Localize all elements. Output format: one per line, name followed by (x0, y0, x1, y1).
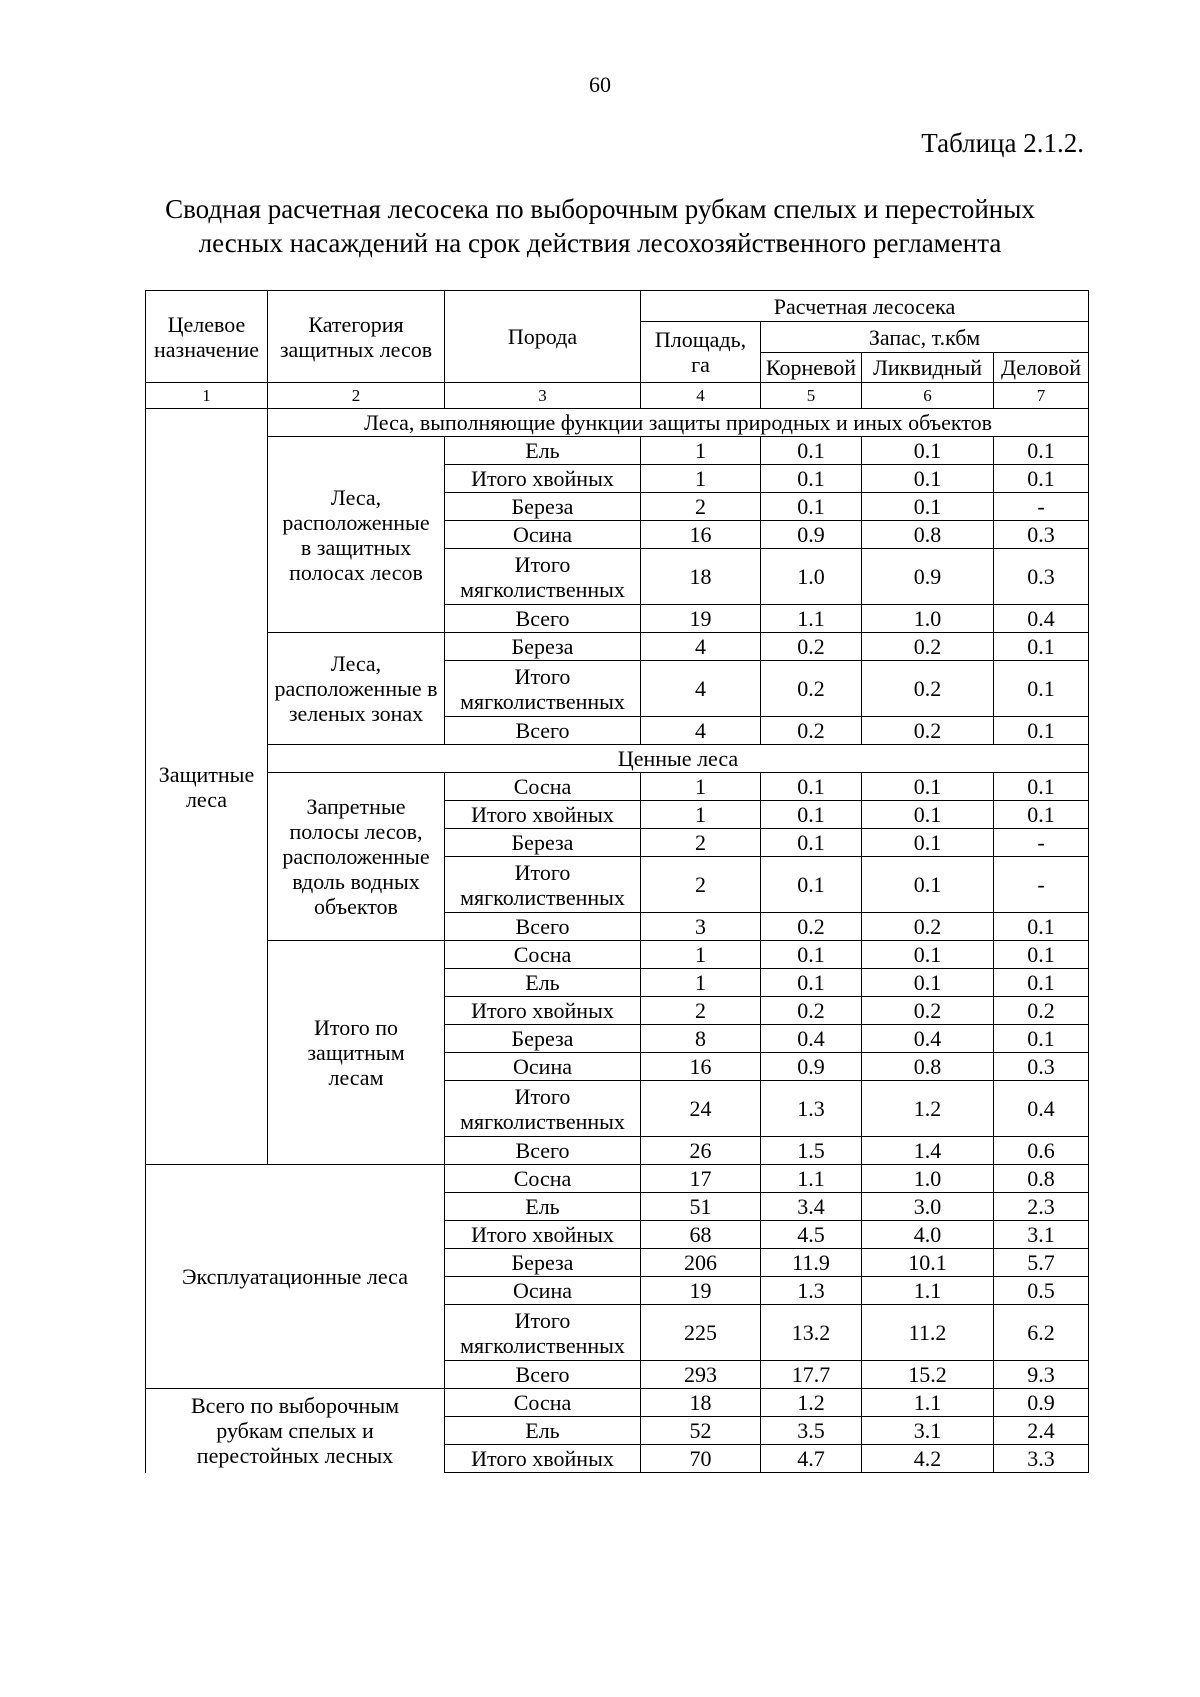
root-cell: 0.1 (761, 801, 862, 829)
species-cell (445, 605, 641, 633)
title-line: Сводная расчетная лесосека по выборочным рубкам спелых и перестойных (165, 194, 1035, 224)
species-cell (445, 1445, 641, 1473)
species-cell (445, 437, 641, 465)
species-cell (445, 661, 641, 717)
root-cell: 3.5 (761, 1417, 862, 1445)
header-species: Порода (445, 291, 641, 383)
business-cell: 0.1 (994, 913, 1089, 941)
column-number: 1 (146, 383, 268, 409)
header-liquid: Ликвидный (862, 353, 994, 383)
liquid-cell: 0.2 (862, 997, 994, 1025)
business-cell: 0.1 (994, 661, 1089, 717)
species-text-line: мягколиственных (460, 576, 625, 602)
area-cell: 24 (641, 1081, 761, 1137)
species-text-line: Итого хвойных (471, 1446, 614, 1471)
header-text-line: Категория (308, 311, 404, 337)
business-cell: 0.1 (994, 717, 1089, 745)
species-text-line: Сосна (513, 942, 572, 967)
species-cell (445, 1165, 641, 1193)
area-cell: 1 (641, 437, 761, 465)
liquid-cell: 11.2 (862, 1305, 994, 1361)
header-text-line: назначение (153, 336, 260, 362)
root-cell: 0.9 (761, 521, 862, 549)
root-cell: 1.3 (761, 1277, 862, 1305)
species-cell (445, 549, 641, 605)
root-cell: 0.1 (761, 773, 862, 801)
table-label: Таблица 2.1.2. (921, 128, 1084, 158)
species-cell (445, 913, 641, 941)
group-heading-row (146, 409, 1089, 437)
species-text-line: Ель (525, 1194, 560, 1219)
liquid-cell: 3.1 (862, 1417, 994, 1445)
category-text-line: зеленых зонах (288, 701, 424, 726)
business-cell: 0.3 (994, 1053, 1089, 1081)
species-text-line: Сосна (513, 1390, 572, 1415)
table-row (146, 1389, 1089, 1417)
liquid-cell: 0.8 (862, 1053, 994, 1081)
category-text-line: Леса, (330, 651, 382, 676)
business-cell: 0.1 (994, 633, 1089, 661)
liquid-cell: 3.0 (862, 1193, 994, 1221)
species-cell (445, 801, 641, 829)
business-cell: 0.8 (994, 1165, 1089, 1193)
species-cell (445, 493, 641, 521)
root-cell: 0.9 (761, 1053, 862, 1081)
species-cell (445, 1081, 641, 1137)
category-text-line: расположенные (282, 509, 430, 535)
liquid-cell: 0.2 (862, 633, 994, 661)
liquid-cell: 0.1 (862, 969, 994, 997)
species-cell (445, 465, 641, 493)
species-text-line: Береза (511, 494, 574, 519)
root-cell: 0.1 (761, 493, 862, 521)
category-text-line: полосах лесов (289, 559, 423, 585)
species-text-line: Итого хвойных (471, 998, 614, 1023)
header-business: Деловой (994, 353, 1089, 383)
root-cell: 11.9 (761, 1249, 862, 1277)
area-cell: 225 (641, 1305, 761, 1361)
category-cell (268, 941, 445, 1165)
group-heading-row (146, 745, 1089, 773)
liquid-cell: 0.1 (862, 801, 994, 829)
area-cell: 26 (641, 1137, 761, 1165)
species-cell (445, 1277, 641, 1305)
header-root: Корневой (761, 353, 862, 383)
area-cell: 1 (641, 941, 761, 969)
species-cell (445, 941, 641, 969)
area-cell: 19 (641, 1277, 761, 1305)
species-text-line: Всего (515, 1362, 570, 1387)
business-cell: 0.1 (994, 969, 1089, 997)
root-cell: 1.1 (761, 605, 862, 633)
root-cell: 0.1 (761, 969, 862, 997)
liquid-cell: 0.1 (862, 773, 994, 801)
root-cell: 4.5 (761, 1221, 862, 1249)
species-cell (445, 829, 641, 857)
business-cell: 0.1 (994, 437, 1089, 465)
header-text-line: га (691, 352, 710, 377)
species-text-line: Всего (515, 718, 570, 743)
liquid-cell: 0.2 (862, 661, 994, 717)
business-cell: 3.3 (994, 1445, 1089, 1473)
species-text-line: Сосна (513, 774, 572, 799)
category-text-line: объектов (314, 894, 398, 919)
table-body (146, 409, 1089, 1473)
species-text-line: Береза (511, 830, 574, 855)
business-cell: 0.4 (994, 1081, 1089, 1137)
species-text-line: Итого (514, 1083, 571, 1109)
species-text-line: Ель (525, 1418, 560, 1443)
category-text-line: в защитных (300, 534, 412, 560)
business-cell: 5.7 (994, 1249, 1089, 1277)
liquid-cell: 4.2 (862, 1445, 994, 1473)
area-cell: 1 (641, 969, 761, 997)
area-cell: 3 (641, 913, 761, 941)
business-cell: 0.1 (994, 465, 1089, 493)
liquid-cell: 1.1 (862, 1277, 994, 1305)
header-text-line: Площадь, (654, 327, 747, 352)
species-text-line: Итого хвойных (471, 1222, 614, 1247)
category-text-line: Леса, (330, 484, 382, 510)
business-cell: 0.5 (994, 1277, 1089, 1305)
header-area (641, 322, 761, 383)
root-cell: 17.7 (761, 1361, 862, 1389)
species-cell (445, 773, 641, 801)
area-cell: 70 (641, 1445, 761, 1473)
table-row (146, 941, 1089, 969)
business-cell: 0.1 (994, 801, 1089, 829)
liquid-cell: 0.8 (862, 521, 994, 549)
species-cell (445, 1193, 641, 1221)
header-text-line: защитных лесов (279, 336, 433, 362)
table-row (146, 1165, 1089, 1193)
header-purpose (146, 291, 268, 383)
species-text-line: Итого хвойных (471, 802, 614, 827)
business-cell: 0.1 (994, 773, 1089, 801)
liquid-cell: 0.1 (862, 465, 994, 493)
area-cell: 16 (641, 1053, 761, 1081)
root-cell: 1.1 (761, 1165, 862, 1193)
root-cell: 0.2 (761, 661, 862, 717)
liquid-cell: 0.2 (862, 717, 994, 745)
species-text-line: мягколиственных (460, 1332, 625, 1358)
area-cell: 4 (641, 717, 761, 745)
category-text-line: Запретные (306, 794, 406, 819)
species-cell (445, 1389, 641, 1417)
species-text-line: Всего (515, 606, 570, 631)
root-cell: 0.1 (761, 941, 862, 969)
section-label-line: перестойных лесных (196, 1443, 394, 1469)
column-number: 3 (445, 383, 641, 409)
liquid-cell: 0.1 (862, 829, 994, 857)
liquid-cell: 10.1 (862, 1249, 994, 1277)
header-stock: Запас, т.кбм (761, 322, 1089, 353)
area-cell: 4 (641, 633, 761, 661)
root-cell: 0.2 (761, 633, 862, 661)
liquid-cell: 1.1 (862, 1389, 994, 1417)
species-text-line: Всего (515, 914, 570, 939)
area-cell: 206 (641, 1249, 761, 1277)
header-category (268, 291, 445, 383)
area-cell: 2 (641, 857, 761, 913)
species-text-line: мягколиственных (460, 688, 625, 714)
category-cell (268, 633, 445, 745)
species-cell (445, 1053, 641, 1081)
business-cell: 2.4 (994, 1417, 1089, 1445)
table-row (146, 437, 1089, 465)
area-cell: 52 (641, 1417, 761, 1445)
species-text-line: Итого (514, 551, 571, 577)
species-cell (445, 1221, 641, 1249)
header-text-line: Целевое (167, 311, 246, 337)
header-allowable-cut: Расчетная лесосека (641, 291, 1089, 322)
business-cell: 9.3 (994, 1361, 1089, 1389)
area-cell: 17 (641, 1165, 761, 1193)
page-number: 60 (589, 72, 611, 97)
species-text-line: Ель (525, 438, 560, 463)
area-cell: 2 (641, 997, 761, 1025)
area-cell: 68 (641, 1221, 761, 1249)
title-line: лесных насаждений на срок действия лесохозяйственного регламента (198, 228, 1002, 258)
area-cell: 19 (641, 605, 761, 633)
column-number: 2 (268, 383, 445, 409)
business-cell: 0.4 (994, 605, 1089, 633)
category-text-line: полосы лесов, (289, 819, 423, 844)
species-cell (445, 857, 641, 913)
group-heading: Ценные леса (268, 745, 1089, 773)
liquid-cell: 1.4 (862, 1137, 994, 1165)
area-cell: 2 (641, 829, 761, 857)
species-cell (445, 1305, 641, 1361)
area-cell: 2 (641, 493, 761, 521)
liquid-cell: 0.1 (862, 493, 994, 521)
business-cell: 3.1 (994, 1221, 1089, 1249)
section-label-cell (146, 1389, 445, 1473)
root-cell: 0.2 (761, 717, 862, 745)
species-cell (445, 521, 641, 549)
business-cell: 0.3 (994, 521, 1089, 549)
table-row (146, 773, 1089, 801)
root-cell: 0.4 (761, 1025, 862, 1053)
section-label-line: Эксплуатационные леса (182, 1264, 408, 1289)
species-text-line: Ель (525, 970, 560, 995)
liquid-cell: 0.2 (862, 913, 994, 941)
category-cell (268, 773, 445, 941)
column-number: 4 (641, 383, 761, 409)
root-cell: 0.1 (761, 829, 862, 857)
liquid-cell: 0.1 (862, 941, 994, 969)
category-text-line: Итого по (314, 1015, 398, 1040)
species-cell (445, 997, 641, 1025)
purpose-text-line: Защитные (158, 761, 255, 787)
species-text-line: Осина (513, 522, 572, 547)
business-cell: - (994, 857, 1089, 913)
root-cell: 3.4 (761, 1193, 862, 1221)
category-cell (268, 437, 445, 633)
category-text-line: лесам (328, 1065, 384, 1090)
table-row (146, 633, 1089, 661)
column-number: 5 (761, 383, 862, 409)
business-cell: 6.2 (994, 1305, 1089, 1361)
species-text-line: мягколиственных (460, 884, 625, 910)
species-cell (445, 1417, 641, 1445)
category-text-line: вдоль водных (292, 869, 420, 894)
area-cell: 293 (641, 1361, 761, 1389)
species-cell (445, 1361, 641, 1389)
business-cell: 0.1 (994, 1025, 1089, 1053)
species-text-line: Всего (515, 1138, 570, 1163)
area-cell: 1 (641, 465, 761, 493)
species-cell (445, 1025, 641, 1053)
column-number: 6 (862, 383, 994, 409)
species-text-line: Осина (513, 1278, 572, 1303)
species-text-line: Сосна (513, 1166, 572, 1191)
area-cell: 1 (641, 773, 761, 801)
category-text-line: расположенные (282, 844, 430, 869)
business-cell: 0.9 (994, 1389, 1089, 1417)
root-cell: 1.5 (761, 1137, 862, 1165)
business-cell: 2.3 (994, 1193, 1089, 1221)
section-label-line: Всего по выборочным (190, 1393, 400, 1419)
species-text-line: Береза (511, 1250, 574, 1275)
species-text-line: Итого (514, 859, 571, 885)
liquid-cell: 4.0 (862, 1221, 994, 1249)
root-cell: 1.2 (761, 1389, 862, 1417)
business-cell: - (994, 829, 1089, 857)
species-cell (445, 969, 641, 997)
area-cell: 8 (641, 1025, 761, 1053)
root-cell: 0.1 (761, 857, 862, 913)
business-cell: 0.6 (994, 1137, 1089, 1165)
liquid-cell: 0.9 (862, 549, 994, 605)
document-title (0, 192, 1200, 260)
section-label-cell (146, 1165, 445, 1389)
species-text-line: Береза (511, 634, 574, 659)
section-label-line: рубкам спелых и (216, 1418, 374, 1444)
root-cell: 0.2 (761, 913, 862, 941)
species-cell (445, 1249, 641, 1277)
root-cell: 1.0 (761, 549, 862, 605)
business-cell: 0.1 (994, 941, 1089, 969)
category-text-line: расположенные в (274, 676, 438, 701)
liquid-cell: 0.4 (862, 1025, 994, 1053)
species-text-line: Осина (513, 1054, 572, 1079)
liquid-cell: 1.0 (862, 605, 994, 633)
species-text-line: Итого хвойных (471, 466, 614, 491)
liquid-cell: 15.2 (862, 1361, 994, 1389)
purpose-cell (146, 409, 268, 1165)
area-cell: 18 (641, 1389, 761, 1417)
liquid-cell: 1.0 (862, 1165, 994, 1193)
area-cell: 18 (641, 549, 761, 605)
area-cell: 1 (641, 801, 761, 829)
category-text-line: защитным (307, 1040, 405, 1065)
species-text-line: Итого (514, 663, 571, 689)
area-cell: 51 (641, 1193, 761, 1221)
root-cell: 0.2 (761, 997, 862, 1025)
area-cell: 16 (641, 521, 761, 549)
area-cell: 4 (641, 661, 761, 717)
root-cell: 1.3 (761, 1081, 862, 1137)
root-cell: 0.1 (761, 437, 862, 465)
species-cell (445, 633, 641, 661)
species-text-line: мягколиственных (460, 1108, 625, 1134)
species-cell (445, 1137, 641, 1165)
allowable-cut-table (145, 290, 1089, 1473)
species-cell (445, 717, 641, 745)
business-cell: 0.3 (994, 549, 1089, 605)
root-cell: 4.7 (761, 1445, 862, 1473)
species-text-line: Итого (514, 1307, 571, 1333)
business-cell: - (994, 493, 1089, 521)
liquid-cell: 1.2 (862, 1081, 994, 1137)
business-cell: 0.2 (994, 997, 1089, 1025)
liquid-cell: 0.1 (862, 437, 994, 465)
liquid-cell: 0.1 (862, 857, 994, 913)
root-cell: 0.1 (761, 465, 862, 493)
group-heading: Леса, выполняющие функции защиты природных и иных объектов (268, 409, 1089, 437)
column-number: 7 (994, 383, 1089, 409)
root-cell: 13.2 (761, 1305, 862, 1361)
purpose-text-line: леса (185, 786, 228, 812)
species-text-line: Береза (511, 1026, 574, 1051)
